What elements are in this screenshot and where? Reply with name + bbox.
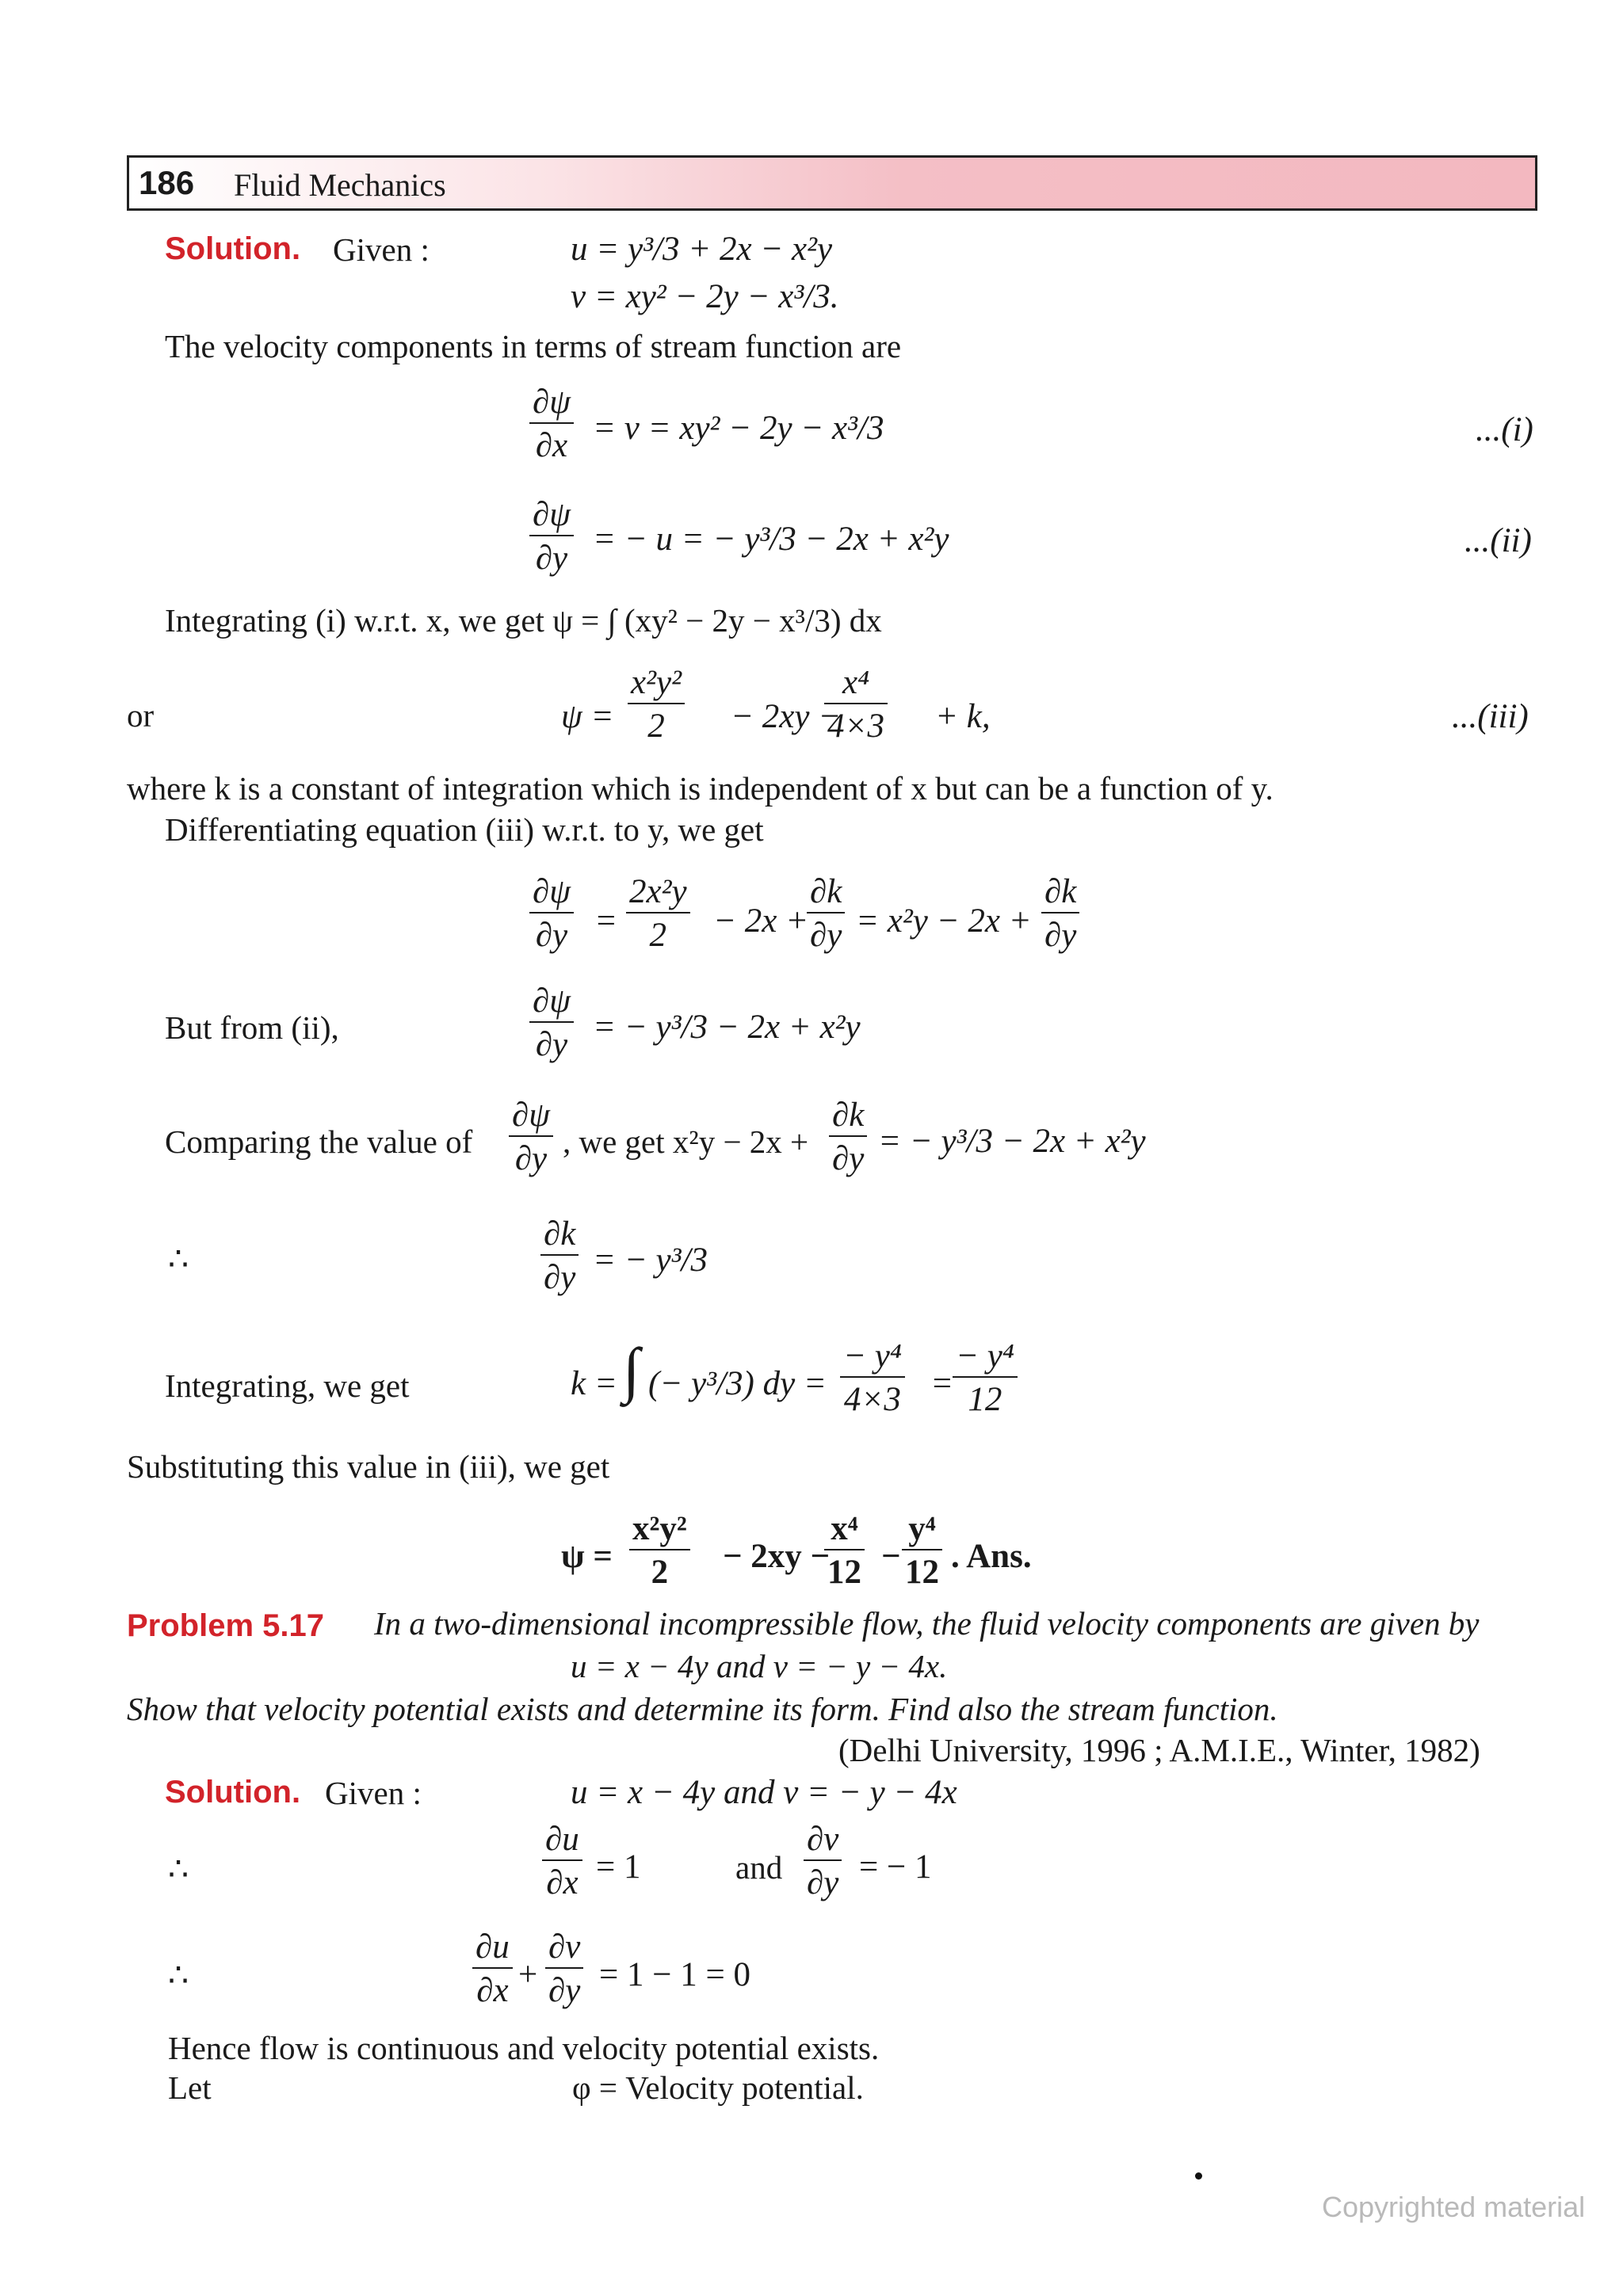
comparing-rhs: = − y³/3 − 2x + x²y <box>878 1123 1146 1160</box>
problem-source: (Delhi University, 1996 ; A.M.I.E., Winter, 1982) <box>838 1732 1480 1768</box>
problem-label: Problem 5.17 <box>127 1608 325 1643</box>
k-eq-pre: k = <box>571 1365 617 1402</box>
k-eq-equals: = <box>930 1365 954 1402</box>
comparing-dk-dy: $\frac{\partial k}{\partial y}$ <box>829 1098 867 1176</box>
k-eq-mid: (− y³/3) dy = <box>648 1365 827 1402</box>
sum-du-dx: $\frac{\partial u}{\partial x}$ <box>472 1930 513 2008</box>
final-fraction-2: $\frac{\text{x⁴}}{12}$ <box>824 1512 865 1589</box>
eq3-fraction-1: $\frac{\text{x²y²}}{2}$ <box>628 666 685 743</box>
dk-result-rhs: = − y³/3 <box>593 1241 708 1279</box>
final-lhs: ψ = <box>561 1538 613 1575</box>
diff-eq-mid2: = x²y − 2x + <box>856 902 1032 940</box>
but-from-dpsi-dy: $\frac{\partial\psi}{\partial y}$ <box>529 984 574 1062</box>
problem-line-2: u = x − 4y and v = − y − 4x. <box>571 1648 948 1684</box>
therefore-symbol-1: ∴ <box>168 1241 189 1277</box>
v-equation: v = xy² − 2y − x³/3. <box>571 278 839 315</box>
diff-eq-sign: = <box>594 902 618 940</box>
solution-2-label: Solution. <box>165 1775 301 1810</box>
eq3-fraction-2: $\frac{\text{x⁴}}{4\times 3}$ <box>824 666 888 743</box>
eq2-tag: ...(ii) <box>1465 522 1532 559</box>
dpsi-dx-fraction: $\frac{\partial\psi}{\partial x}$ <box>529 385 574 463</box>
therefore-symbol-3: ∴ <box>168 1957 189 1993</box>
but-from-label: But from (ii), <box>165 1009 339 1046</box>
diff-dk-dy-1: $\frac{\partial k}{\partial y}$ <box>807 875 845 952</box>
final-fraction-1: $\frac{\text{x²y²}}{2}$ <box>629 1512 690 1589</box>
sum-value: = 1 − 1 = 0 <box>599 1956 751 1993</box>
differentiating-line: Differentiating equation (iii) w.r.t. to y, we get <box>165 811 764 848</box>
du-dx-value: = 1 <box>596 1848 641 1886</box>
therefore-symbol-2: ∴ <box>168 1851 189 1887</box>
diff-eq-fraction: $\frac{\text{2x²y}}{2}$ <box>626 875 690 952</box>
comparing-dpsi-dy: $\frac{\partial\psi}{\partial y}$ <box>509 1098 553 1176</box>
comparing-mid: , we get x²y − 2x + <box>563 1123 809 1160</box>
diff-eq-mid: − 2x + <box>713 902 809 940</box>
copyright-watermark: Copyrighted material <box>1322 2191 1586 2223</box>
solution-2-given: Given : <box>325 1775 422 1811</box>
stray-dot <box>1195 2172 1202 2180</box>
problem-line-3: Show that velocity potential exists and determine its form. Find also the stream function. <box>127 1691 1278 1727</box>
and-word: and <box>735 1849 783 1886</box>
eq1-rhs: = v = xy² − 2y − x³/3 <box>593 410 884 447</box>
k-fraction-2: $\frac{\text{− y⁴}}{12}$ <box>953 1339 1018 1417</box>
u-equation: u = y³/3 + 2x − x²y <box>571 231 833 268</box>
eq2-rhs: = − u = − y³/3 − 2x + x²y <box>593 521 949 558</box>
given-label: Given : <box>333 231 430 268</box>
eq3-lhs: ψ = <box>561 698 614 735</box>
final-minus: − <box>881 1538 901 1575</box>
intro-text: The velocity components in terms of stream function are <box>165 328 902 364</box>
final-ans: . Ans. <box>951 1538 1032 1575</box>
where-line: where k is a constant of integration which is independent of x but can be a function of y. <box>127 770 1274 807</box>
problem-line-1: In a two-dimensional incompressible flow, the fluid velocity components are given by <box>374 1605 1480 1642</box>
dv-dy-value: = − 1 <box>859 1848 932 1886</box>
k-fraction-1: $\frac{\text{− y⁴}}{4\times 3}$ <box>840 1339 905 1417</box>
diff-dpsi-dy: $\frac{\partial\psi}{\partial y}$ <box>529 875 574 952</box>
phi-definition: φ = Velocity potential. <box>572 2069 864 2106</box>
integrating-line: Integrating (i) w.r.t. x, we get ψ = ∫ (xy² − 2y − x³/3) dx <box>165 602 882 639</box>
integrating-we-get: Integrating, we get <box>165 1367 410 1404</box>
final-fraction-3: $\frac{\text{y⁴}}{12}$ <box>902 1512 942 1589</box>
solution-2-given-eq: u = x − 4y and v = − y − 4x <box>571 1774 957 1811</box>
du-dx-fraction: $\frac{\partial u}{\partial x}$ <box>542 1822 582 1900</box>
eq1-tag: ...(i) <box>1476 411 1533 448</box>
or-label: or <box>127 697 155 734</box>
page-number: 186 <box>139 164 195 201</box>
dpsi-dy-fraction: $\frac{\partial\psi}{\partial y}$ <box>529 498 574 575</box>
eq3-tag: ...(iii) <box>1452 698 1529 735</box>
solution-label: Solution. <box>165 231 301 266</box>
comparing-pre: Comparing the value of <box>165 1123 473 1160</box>
final-mid: − 2xy − <box>723 1538 831 1575</box>
eq3-mid: − 2xy − <box>731 698 842 735</box>
substituting-line: Substituting this value in (iii), we get <box>127 1448 610 1485</box>
but-from-rhs: = − y³/3 − 2x + x²y <box>593 1009 861 1046</box>
book-title: Fluid Mechanics <box>234 167 446 203</box>
dk-dy-result: $\frac{\partial k}{\partial y}$ <box>540 1217 579 1295</box>
dv-dy-fraction: $\frac{\partial v}{\partial y}$ <box>804 1822 842 1900</box>
integral-sign: ∫ <box>623 1335 640 1404</box>
diff-dk-dy-2: $\frac{\partial k}{\partial y}$ <box>1041 875 1079 952</box>
sum-dv-dy: $\frac{\partial v}{\partial y}$ <box>545 1930 583 2008</box>
let-label: Let <box>168 2069 212 2106</box>
eq3-end: + k, <box>935 698 991 735</box>
hence-line: Hence flow is continuous and velocity potential exists. <box>168 2030 880 2066</box>
page-header <box>127 155 1537 211</box>
sum-plus: + <box>518 1956 538 1993</box>
